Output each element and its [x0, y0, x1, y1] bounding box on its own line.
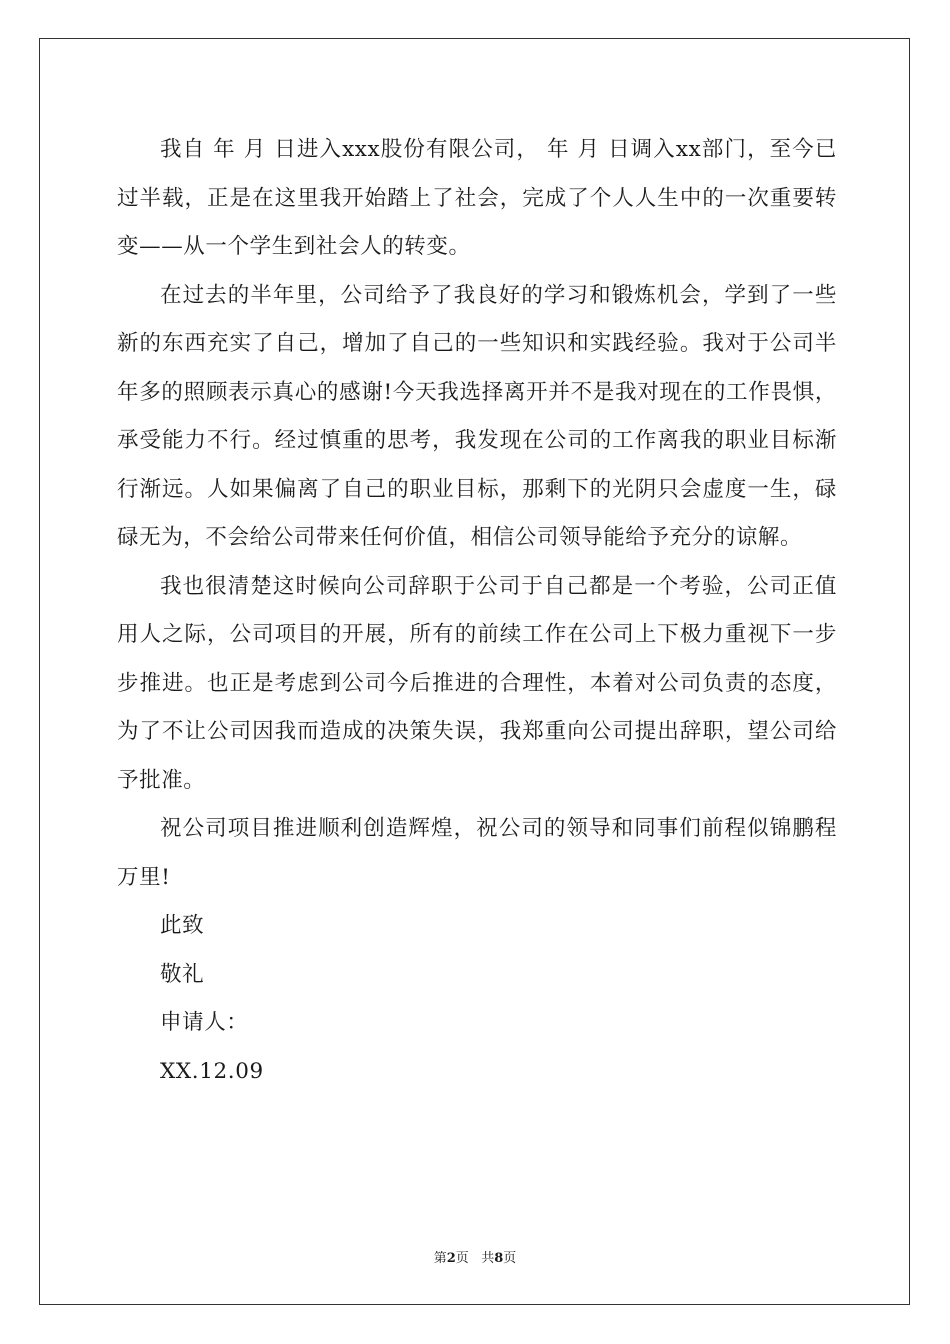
total-pages: 8: [494, 1251, 504, 1266]
closing-salutation: 此致: [160, 913, 205, 938]
page-suffix: 页: [455, 1251, 469, 1266]
closing-regards: 敬礼: [160, 961, 205, 987]
paragraph-resignation: 我也很清楚这时候向公司辞职于公司于自己都是一个考验，公司正值用人之际，公司项目的开展，所有的前续工作在公司上下极力重视下一步步推进。也正是考虑到公司今后推进的合理性，本着对公司负责的态度，为了不让公司因我而造成的决策失误，我郑重向公司提出辞职，望公司给予批准。: [117, 573, 837, 793]
letter-body: [117, 126, 837, 1096]
paragraph-gratitude: 在过去的半年里，公司给予了我良好的学习和锻炼机会，学到了一些新的东西充实了自己，增加了自己的一些知识和实践经验。我对于公司半年多的照顾表示真心的感谢!今天我选择离开并不是我对现在的工作畏惧，承受能力不行。经过慎重的思考，我发现在公司的工作离我的职业目标渐行渐远。人如果偏离了自己的职业目标，那剩下的光阴只会虚度一生，碌碌无为，不会给公司带来任何价值，相信公司领导能给予充分的谅解。: [117, 282, 837, 550]
page-footer: [0, 1247, 950, 1266]
page-prefix: 第: [433, 1251, 447, 1266]
page-number: 2: [446, 1251, 456, 1266]
letter-date: XX.12.09: [160, 1058, 264, 1084]
paragraph-intro: 我自 年 月 日进入xxx股份有限公司， 年 月 日调入xx部门，至今已过半载，正是在这里我开始踏上了社会，完成了个人人生中的一次重要转变——从一个学生到社会人的转变。: [117, 137, 837, 259]
paragraph-wishes: 祝公司项目推进顺利创造辉煌，祝公司的领导和同事们前程似锦鹏程万里!: [117, 816, 837, 890]
total-prefix: 共: [481, 1251, 495, 1266]
total-suffix: 页: [503, 1251, 517, 1266]
applicant-label: 申请人：: [160, 1010, 249, 1035]
